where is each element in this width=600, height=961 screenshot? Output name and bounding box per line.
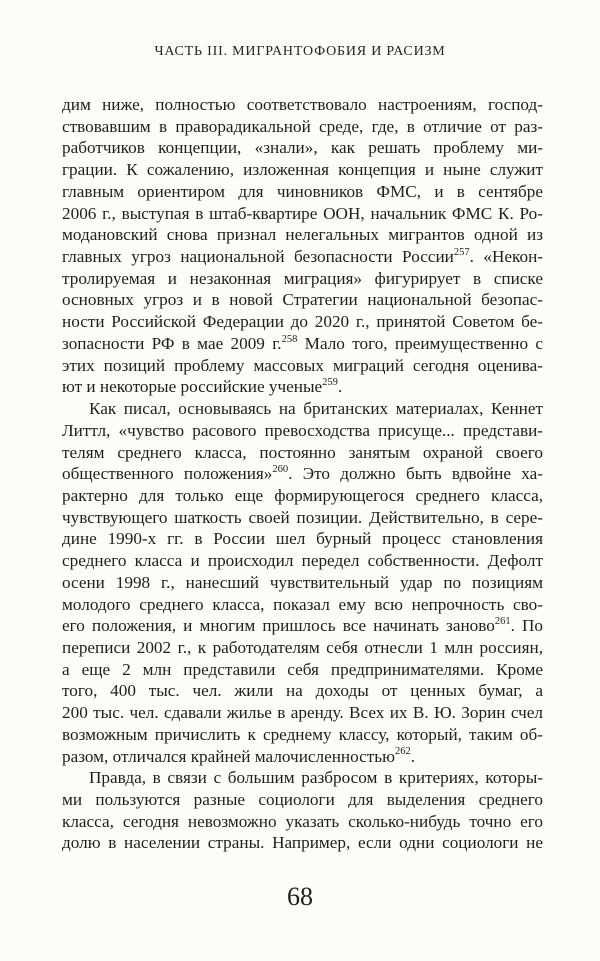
- text-line: разом, отличался крайней малочисленностью$^{262}$.: [62, 746, 416, 766]
- running-head: ЧАСТЬ III. МИГРАНТОФОБИЯ И РАСИЗМ: [154, 44, 446, 59]
- footnote-ref: 258: [281, 333, 298, 345]
- text-line: возможным причислить к среднему классу, который, таким об-: [62, 724, 543, 744]
- text-line: этих позиций проблему массовых миграций сегодня оценива-: [62, 355, 543, 375]
- text-line: общественного положения»$^{260}$. Это должно быть вдвойне ха-: [62, 463, 543, 484]
- text-line: ствовавшим в праворадикальной среде, где, в отличие от раз-: [62, 116, 543, 136]
- text-line: тролируемая и незаконная миграция» фигурирует в списке: [62, 268, 543, 288]
- text-line: ми пользуются разные социологи для выделения среднего: [62, 790, 543, 809]
- text-line: дим ниже, полностью соответствовало настроениям, господ-: [62, 95, 543, 114]
- text-line: 2006 г., выступая в штаб-квартире ООН, начальник ФМС К. Ро-: [62, 203, 543, 223]
- text-line: Литтл, «чувство расового превосходства присуще... представи-: [62, 420, 543, 440]
- text-line: главных угроз национальной безопасности России$^{257}$. «Некон-: [62, 246, 543, 267]
- text-line: грации. К сожалению, изложенная концепция и ныне служит: [62, 160, 543, 180]
- text-line: ности Российской Федерации до 2020 г., принятой Советом бе-: [62, 312, 543, 332]
- text-line: зопасности РФ в мае 2009 г.$^{258}$ Мало того, преимущественно с: [62, 333, 544, 353]
- text-line: Правда, в связи с большим разбросом в критериях, которы-: [89, 768, 543, 788]
- text-line: осени 1998 г., нанесший чувствительный удар по позициям: [62, 572, 543, 592]
- text-line: телям среднего класса, постоянно занятым охраной своего: [62, 442, 543, 462]
- text-line: среднего класса и происходил передел собственности. Дефолт: [62, 551, 543, 571]
- text-line: рактерно для только еще формирующегося среднего класса,: [62, 485, 543, 505]
- text-line: чувствующего шаткость своей позиции. Действительно, в сере-: [62, 507, 543, 527]
- text-line: работчиков концепции, «знали», как решать проблему ми-: [62, 138, 543, 158]
- footnote-ref: 261: [494, 616, 511, 628]
- text-line: класса, сегодня невозможно указать сколько-нибудь точно его: [62, 811, 543, 831]
- footnote-ref: 262: [394, 746, 411, 758]
- text-line: модановский снова признал нелегальных мигрантов одной из: [62, 225, 543, 245]
- text-line: главным ориентиром для чиновников ФМС, и в сентябре: [62, 181, 543, 201]
- text-line: долю в населении страны. Например, если одни социологи не: [62, 833, 543, 853]
- text-line: его положения, и многим пришлось все начинать заново$^{261}$. По: [62, 616, 543, 636]
- text-line: дине 1990-х гг. в России шел бурный процесс становления: [62, 529, 543, 549]
- text-line: 200 тыс. чел. сдавали жилье в аренду. Всех их В. Ю. Зорин счел: [62, 703, 543, 723]
- text-line: ют и некоторые российские ученые$^{259}$.: [62, 377, 343, 397]
- footnote-ref: 257: [453, 246, 470, 258]
- text-line: основных угроз и в новой Стратегии национальной безопас-: [62, 290, 543, 310]
- text-line: Как писал, основываясь на британских материалах, Кеннет: [89, 399, 543, 419]
- footnote-ref: 259: [322, 377, 338, 389]
- page-number: 68: [287, 882, 313, 911]
- footnote-ref: 260: [272, 463, 289, 475]
- text-line: молодого среднего класса, показал ему всю непрочность сво-: [62, 594, 543, 614]
- text-line: а еще 2 млн представили себя предпринимателями. Кроме: [62, 659, 543, 679]
- page-body: [62, 94, 543, 854]
- text-line: переписи 2002 г., к работодателям себя отнесли 1 млн россиян,: [62, 637, 543, 657]
- text-line: того, 400 тыс. чел. жили на доходы от ценных бумаг, а: [62, 681, 543, 701]
